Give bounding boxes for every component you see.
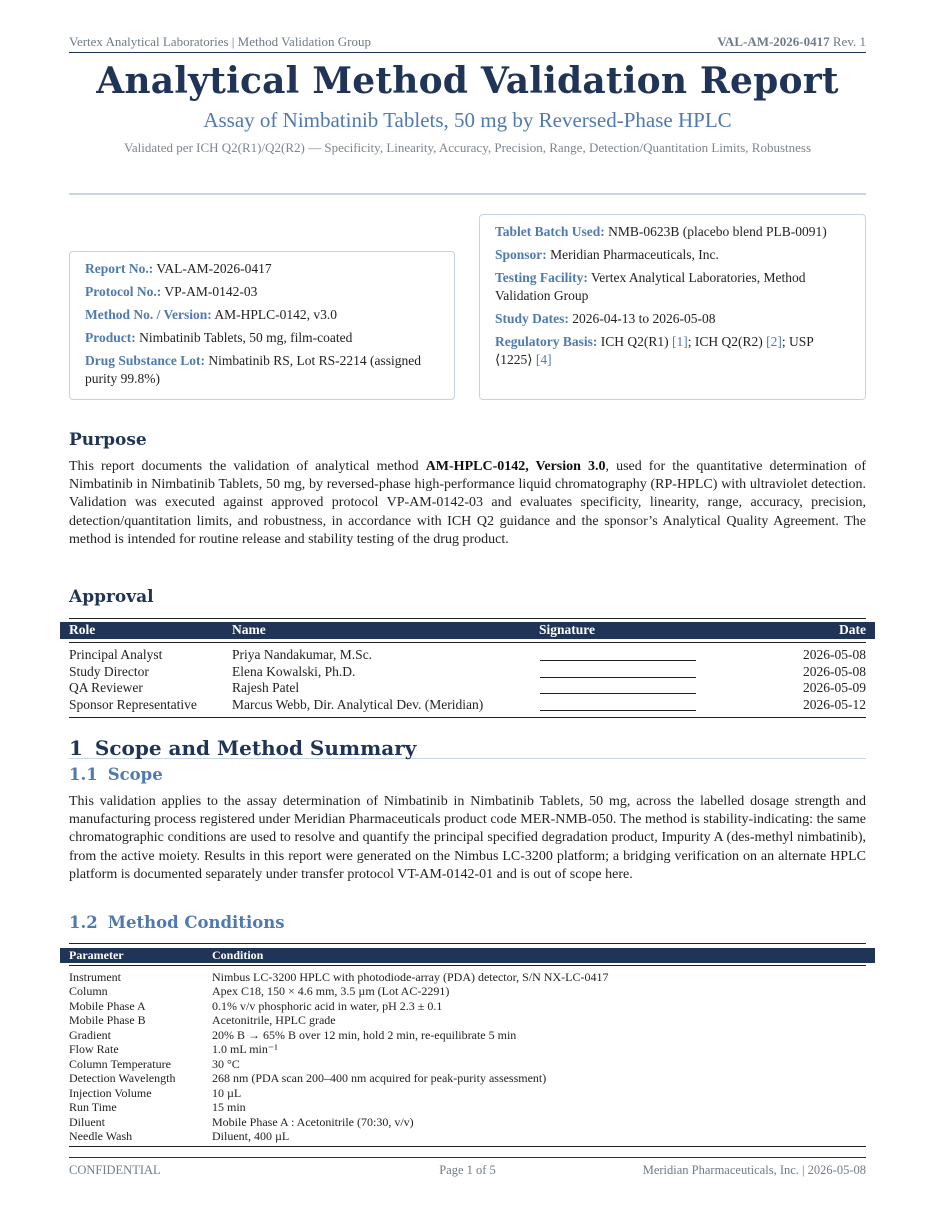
parameter-cell: Mobile Phase A	[69, 998, 146, 1013]
condition-cell: 15 min	[212, 1100, 246, 1115]
citation-link[interactable]: [4]	[535, 352, 552, 367]
table-row	[69, 1071, 866, 1086]
table-row	[69, 1028, 866, 1043]
table-row	[69, 1115, 866, 1130]
condition-cell: Acetonitrile, HPLC grade	[212, 1013, 336, 1028]
table-header-rule	[69, 642, 866, 643]
info-sponsor: Sponsor: Meridian Pharmaceuticals, Inc.	[495, 247, 719, 262]
signature-line[interactable]	[540, 693, 696, 694]
table-bottom-rule	[69, 1146, 866, 1147]
table-row	[69, 1086, 866, 1101]
signature-line[interactable]	[540, 660, 696, 661]
table-row	[69, 1013, 866, 1028]
parameter-cell: Instrument	[69, 970, 121, 984]
table-row	[69, 999, 866, 1014]
condition-cell: Mobile Phase A : Acetonitrile (70:30, v/v)	[212, 1114, 414, 1129]
scope-paragraph: This validation applies to the assay determination of Nimbatinib in Nimbatinib Tablets, 50 mg, across the labelled dosage strength and manufacturing process registered under Meridian Pharmaceuticals product code MER-NMB-050. The method is stability-indicating: the same chromatographic conditions are used to resolve and quantify the principal specified degradation product, Impurity A (des-methyl nimbatinib), from the active moiety. Results in this report were generated on the Nimbus LC-3200 platform; a bridging verification on an alternate HPLC platform is documented separately under transfer protocol VT-AM-0142-01 and is out of scope here.	[69, 794, 866, 882]
signature-line[interactable]	[540, 710, 696, 711]
approver-role: Study Director	[69, 664, 149, 679]
report-info-box	[69, 251, 455, 400]
approver-name: Priya Nandakumar, M.Sc.	[232, 647, 373, 662]
table-row	[69, 664, 866, 681]
table-row	[69, 1100, 866, 1115]
column-header-name: Name	[232, 622, 266, 637]
info-product: Product: Nimbatinib Tablets, 50 mg, film-coated	[85, 330, 353, 345]
study-info-box	[479, 214, 866, 400]
confidentiality-label: CONFIDENTIAL	[69, 1163, 161, 1177]
approval-heading: Approval	[69, 587, 154, 607]
parameter-cell: Run Time	[69, 1100, 117, 1115]
report-title: Analytical Method Validation Report	[96, 60, 839, 102]
info-testing-facility: Testing Facility: Vertex Analytical Laboratories, Method Validation Group	[495, 270, 806, 303]
footer-divider	[69, 1157, 866, 1158]
report-subnote: Validated per ICH Q2(R1)/Q2(R2) — Specificity, Linearity, Accuracy, Precision, Range, Detection/Quantitation Limits, Robustness	[123, 140, 812, 155]
info-study-dates: Study Dates: 2026-04-13 to 2026-05-08	[495, 311, 716, 326]
approver-role: QA Reviewer	[69, 680, 143, 695]
parameter-cell: Injection Volume	[69, 1085, 152, 1100]
table-top-rule	[69, 943, 866, 944]
table-row	[69, 680, 866, 697]
column-header-signature: Signature	[539, 622, 596, 637]
info-report-no: Report No.: VAL-AM-2026-0417	[85, 261, 272, 276]
method-conditions-heading: 1.2 Method Conditions	[69, 913, 285, 932]
parameter-cell: Diluent	[69, 1114, 105, 1129]
parameter-cell: Flow Rate	[69, 1042, 119, 1057]
parameter-cell: Gradient	[69, 1027, 111, 1042]
column-header-role: Role	[69, 622, 96, 637]
conditions-table-header	[60, 948, 875, 963]
info-drug-substance-lot: Drug Substance Lot: Nimbatinib RS, Lot RS-2214 (assigned purity 99.8%)	[85, 353, 422, 386]
approver-name: Elena Kowalski, Ph.D.	[232, 664, 356, 679]
column-header-condition: Condition	[212, 948, 264, 962]
table-row	[69, 1042, 866, 1057]
citation-link[interactable]: [1]	[672, 334, 688, 349]
parameter-cell: Column Temperature	[69, 1056, 171, 1071]
condition-cell: 1.0 mL min⁻¹	[212, 1042, 278, 1057]
info-method-version: Method No. / Version: AM-HPLC-0142, v3.0	[85, 307, 338, 322]
table-row	[69, 1057, 866, 1072]
table-top-rule	[69, 618, 866, 619]
approver-name: Rajesh Patel	[232, 680, 300, 695]
condition-cell: 268 nm (PDA scan 200–400 nm acquired for peak-purity assessment)	[212, 1071, 547, 1086]
column-header-date: Date	[839, 622, 866, 637]
approver-role: Sponsor Representative	[69, 697, 197, 712]
parameter-cell: Mobile Phase B	[69, 1013, 146, 1028]
parameter-cell: Needle Wash	[69, 1128, 133, 1143]
condition-cell: 0.1% v/v phosphoric acid in water, pH 2.3 ± 0.1	[212, 998, 443, 1013]
scope-heading: 1.1 Scope	[69, 765, 163, 784]
table-row	[69, 984, 866, 999]
approval-date: 2026-05-12	[803, 697, 866, 712]
citation-link[interactable]: [2]	[766, 334, 782, 349]
approval-date: 2026-05-08	[803, 647, 866, 662]
purpose-paragraph: This report documents the validation of analytical method AM-HPLC-0142, Version 3.0, used for the quantitative determination of Nimbatinib in Nimbatinib Tablets, 50 mg, by reversed-phase high-performance liquid chromatography (RP-HPLC) with ultraviolet detection. Validation was executed against approved protocol VP-AM-0142-03 and evaluates specificity, linearity, range, accuracy, precision, detection/quantitation limits, and robustness, in accordance with ICH Q2 guidance and the sponsor’s Analytical Quality Agreement. The method is intended for routine release and stability testing of the drug product.	[69, 459, 867, 547]
signature-line[interactable]	[540, 677, 696, 678]
condition-cell: 30 °C	[212, 1056, 240, 1071]
title-divider	[69, 193, 866, 195]
page-number: Page 1 of 5	[439, 1163, 496, 1177]
condition-cell: Nimbus LC-3200 HPLC with photodiode-array (PDA) detector, S/N NX-LC-0417	[212, 970, 609, 984]
table-bottom-rule	[69, 717, 866, 718]
condition-cell: 20% B → 65% B over 12 min, hold 2 min, re-equilibrate 5 min	[212, 1027, 517, 1042]
table-header-rule	[69, 965, 866, 966]
section-1-heading: 1 Scope and Method Summary	[69, 736, 866, 759]
running-header	[69, 34, 866, 50]
table-row	[69, 970, 866, 985]
header-divider	[69, 52, 866, 53]
header-organization: Vertex Analytical Laboratories | Method Validation Group	[69, 34, 372, 49]
column-header-parameter: Parameter	[69, 948, 124, 962]
parameter-cell: Column	[69, 984, 108, 999]
table-row	[69, 1129, 866, 1144]
footer-sponsor-date: Meridian Pharmaceuticals, Inc. | 2026-05-08	[642, 1163, 866, 1177]
condition-cell: Apex C18, 150 × 4.6 mm, 3.5 µm (Lot AC-2291)	[212, 984, 450, 999]
purpose-heading: Purpose	[69, 430, 147, 450]
report-subtitle: Assay of Nimbatinib Tablets, 50 mg by Reversed-Phase HPLC	[203, 108, 732, 132]
header-document-id: VAL-AM-2026-0417 Rev. 1	[717, 34, 866, 49]
info-tablet-batch: Tablet Batch Used: NMB-0623B (placebo blend PLB-0091)	[495, 224, 827, 239]
table-row	[69, 697, 866, 714]
table-row	[69, 647, 866, 664]
condition-cell: Diluent, 400 µL	[212, 1128, 290, 1143]
approval-date: 2026-05-08	[803, 664, 866, 679]
parameter-cell: Detection Wavelength	[69, 1071, 176, 1086]
approver-role: Principal Analyst	[69, 647, 163, 662]
approver-name: Marcus Webb, Dir. Analytical Dev. (Meridian)	[232, 697, 484, 712]
approval-table-header	[60, 622, 875, 639]
approval-date: 2026-05-09	[803, 680, 866, 695]
condition-cell: 10 µL	[212, 1085, 242, 1100]
info-regulatory-basis: Regulatory Basis: ICH Q2(R1) [1]; ICH Q2(R2) [2]; USP ⟨1225⟩ [4]	[495, 334, 814, 367]
info-protocol-no: Protocol No.: VP-AM-0142-03	[85, 284, 258, 299]
